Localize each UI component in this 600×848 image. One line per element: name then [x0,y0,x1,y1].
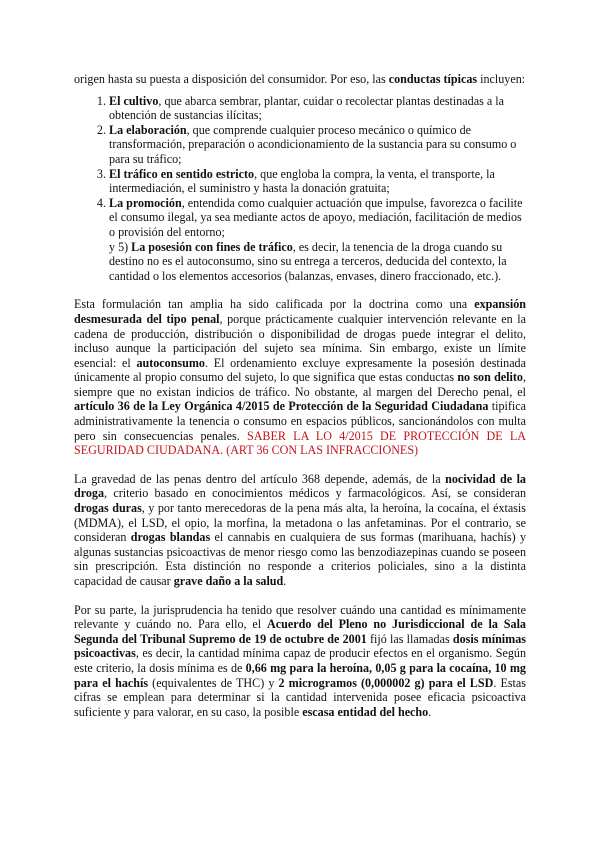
list-item: 1. El cultivo, que abarca sembrar, plantar, cuidar o recolectar plantas destinadas a la obtención de sustancias ilícitas; [109,94,526,123]
paragraph-nocividad-droga: La gravedad de las penas dentro del artículo 368 depende, además, de la nocividad de la droga, criterio basado en conocimientos médicos y farmacológicos. Así, se consideran drogas duras, y por tanto merecedoras de la pena más alta, la heroína, la cocaína, el éxtasis (MDMA), el LSD, el opio, la morfina, la metadona o las anfetaminas. Por el contrario, se consideran drogas blandas el cannabis en cualquiera de sus formas (marihuana, hachís) y algunas sustancias psicoactivas de menor riesgo como las benzodiazepinas cuando se poseen sin prescripción. Esta distinción no responde a criterios policiales, sino a la distinta capacidad de causar grave daño a la salud. [74,471,527,588]
conduct-list [74,94,526,240]
list-item: 2. La elaboración, que comprende cualquier proceso mecánico o químico de transformación, preparación o acondicionamiento de la sustancia para su consumo o para su tráfico; [109,123,526,167]
list-item: 4. La promoción, entendida como cualquier actuación que impulse, favorezca o facilite el consumo ilegal, ya sea mediante actos de apoyo, mediación, facilitación de medios o provisión del entorno; [109,196,526,240]
paragraph-expansion-tipo-penal: Esta formulación tan amplia ha sido calificada por la doctrina como una expansión desmesurada del tipo penal, porque prácticamente cualquier intervención relevante en la cadena de producción, distribución o disponibilidad de drogas puede integrar el delito, incluso aunque la participación del sujeto sea mínima. Sin embargo, existe un límite esencial: el autoconsumo. El ordenamiento excluye expresamente la posesión destinada únicamente al propio consumo del sujeto, lo que significa que estas conductas no son delito, siempre que no existan indicios de tráfico. No obstante, al margen del Derecho penal, el artículo 36 de la Ley Orgánica 4/2015 de Protección de la Seguridad Ciudadana tipifica administrativamente la tenencia o consumo en espacios públicos, sancionándolos con multa pero sin consecuencias penales. SABER LA LO 4/2015 DE PROTECCIÓN DE LA SEGURIDAD CIUDADANA. (ART 36 CON LAS INFRACCIONES) [74,297,527,458]
intro-paragraph: origen hasta su puesta a disposición del consumidor. Por eso, las conductas típicas incluyen: [74,72,526,86]
conductas-tipicas-term: conductas típicas [388,72,478,86]
list-item-5: y 5) La posesión con fines de tráfico, es decir, la tenencia de la droga cuando su destino no es el autoconsumo, sino su entrega a terceros, deducida del contexto, la cantidad o los elementos accesorios (balanzas, envases, dinero fraccionado, etc.). [109,239,507,283]
paragraph-dosis-minimas: Por su parte, la jurisprudencia ha tenido que resolver cuándo una cantidad es mínimamente relevante y cuándo no. Para ello, el Acuerdo del Pleno no Jurisdiccional de la Sala Segunda del Tribunal Supremo de 19 de octubre de 2001 fijó las llamadas dosis mínimas psicoactivas, es decir, la cantidad mínima capaz de producir efectos en el organismo. Según este criterio, la dosis mínima es de 0,66 mg para la heroína, 0,05 g para la cocaína, 10 mg para el hachís (equivalentes de THC) y 2 microgramos (0,000002 g) para el LSD. Estas cifras se emplean para determinar si la cantidad intervenida posee eficacia psicoactiva suficiente y para valorar, en su caso, la posible escasa entidad del hecho. [74,602,526,719]
page-content [74,72,526,719]
list-item: 3. El tráfico en sentido estricto, que engloba la compra, la venta, el transporte, la intermediación, el suministro y hasta la donación gratuita; [109,167,526,196]
red-annotation: SABER LA LO 4/2015 DE PROTECCIÓN DE LA SEGURIDAD CIUDADANA. (ART 36 CON LAS INFRACCIONES) [74,428,526,458]
